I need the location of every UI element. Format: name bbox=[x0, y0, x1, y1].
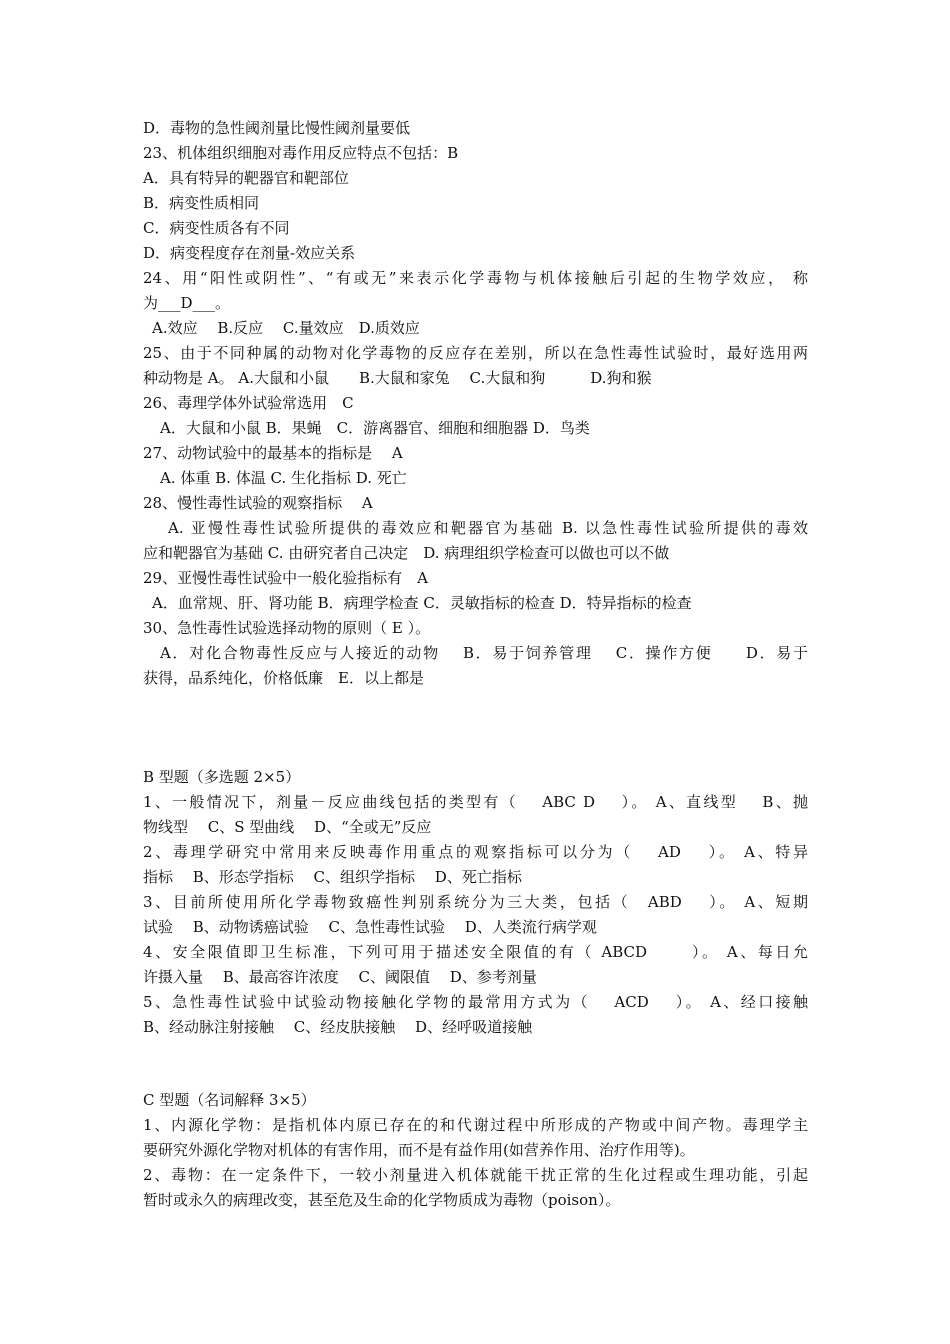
b-question-2: 2、毒理学研究中常用来反映毒作用重点的观察指标可以分为（ AD ）。 A、特异 bbox=[143, 843, 808, 861]
question-24: 24、用“阳性或阴性”、“有或无”来表示化学毒物与机体接触后引起的生物学效应， 称 bbox=[143, 269, 808, 287]
question-27: 27、动物试验中的最基本的指标是 A bbox=[143, 444, 403, 462]
b-question-1-cont: 物线型 C、S 型曲线 D、“全或无”反应 bbox=[143, 818, 432, 836]
b-question-2-cont: 指标 B、形态学指标 C、组织学指标 D、死亡指标 bbox=[143, 868, 522, 886]
options-30-cont: 获得，品系纯化，价格低廉 E．以上都是 bbox=[143, 669, 424, 687]
options-29: A．血常规、肝、肾功能 B．病理学检查 C．灵敏指标的检查 D．特异指标的检查 bbox=[152, 594, 692, 612]
question-26: 26、毒理学体外试验常选用 C bbox=[143, 394, 354, 412]
option-23a: A．具有特异的靶器官和靶部位 bbox=[143, 169, 349, 187]
b-question-3: 3、目前所使用所化学毒物致癌性判别系统分为三大类，包括（ ABD ）。 A、短期 bbox=[143, 893, 808, 911]
b-question-3-cont: 试验 B、动物诱癌试验 C、急性毒性试验 D、人类流行病学观 bbox=[143, 918, 597, 936]
options-27: A. 体重 B. 体温 C. 生化指标 D. 死亡 bbox=[160, 469, 407, 487]
b-question-4: 4、安全限值即卫生标准，下列可用于描述安全限值的有（ ABCD ）。 A、每日允 bbox=[143, 943, 808, 961]
b-question-5: 5、急性毒性试验中试验动物接触化学物的最常用方式为（ ACD ）。 A、经口接触 bbox=[143, 993, 808, 1011]
question-25-cont: 种动物是 A。 A.大鼠和小鼠 B.大鼠和家兔 C.大鼠和狗 D.狗和猴 bbox=[143, 369, 652, 387]
options-30: A．对化合物毒性反应与人接近的动物 B．易于饲养管理 C．操作方便 D．易于 bbox=[160, 644, 808, 662]
option-23d: D．病变程度存在剂量-效应关系 bbox=[143, 244, 356, 262]
option-22d: D．毒物的急性阈剂量比慢性阈剂量要低 bbox=[143, 119, 411, 137]
options-26: A．大鼠和小鼠 B．果蝇 C．游离器官、细胞和细胞器 D．鸟类 bbox=[160, 419, 590, 437]
section-b-heading: B 型题（多选题 2×5） bbox=[143, 768, 301, 786]
question-25: 25、由于不同种属的动物对化学毒物的反应存在差别，所以在急性毒性试验时，最好选用两 bbox=[143, 344, 808, 362]
option-23b: B．病变性质相同 bbox=[143, 194, 260, 212]
option-23c: C．病变性质各有不同 bbox=[143, 219, 290, 237]
c-term-1: 1、内源化学物：是指机体内原已存在的和代谢过程中所形成的产物或中间产物。毒理学主 bbox=[143, 1116, 808, 1134]
c-term-2-cont: 暂时或永久的病理改变，甚至危及生命的化学物质成为毒物（poison）。 bbox=[143, 1191, 621, 1209]
options-28-cont: 应和靶器官为基础 C. 由研究者自己决定 D. 病理组织学检查可以做也可以不做 bbox=[143, 544, 670, 562]
question-23: 23、机体组织细胞对毒作用反应特点不包括：B bbox=[143, 144, 459, 162]
c-term-2: 2、毒物：在一定条件下，一较小剂量进入机体就能干扰正常的生化过程或生理功能，引起 bbox=[143, 1166, 808, 1184]
b-question-4-cont: 许摄入量 B、最高容许浓度 C、阈限值 D、参考剂量 bbox=[143, 968, 537, 986]
question-24-cont: 为___D___。 bbox=[143, 294, 231, 312]
options-24: A.效应 B.反应 C.量效应 D.质效应 bbox=[152, 319, 420, 337]
question-28: 28、慢性毒性试验的观察指标 A bbox=[143, 494, 373, 512]
c-term-1-cont: 要研究外源化学物对机体的有害作用，而不是有益作用(如营养作用、治疗作用等)。 bbox=[143, 1141, 695, 1159]
options-28: A. 亚慢性毒性试验所提供的毒效应和靶器官为基础 B. 以急性毒性试验所提供的毒效 bbox=[168, 519, 808, 537]
b-question-5-cont: B、经动脉注射接触 C、经皮肤接触 D、经呼吸道接触 bbox=[143, 1018, 533, 1036]
section-c-heading: C 型题（名词解释 3×5） bbox=[143, 1091, 316, 1109]
b-question-1: 1、一般情况下，剂量－反应曲线包括的类型有（ ABC D ）。 A、直线型 B、抛 bbox=[143, 793, 808, 811]
question-30: 30、急性毒性试验选择动物的原则（ E ）。 bbox=[143, 619, 431, 637]
question-29: 29、亚慢性毒性试验中一般化验指标有 A bbox=[143, 569, 428, 587]
